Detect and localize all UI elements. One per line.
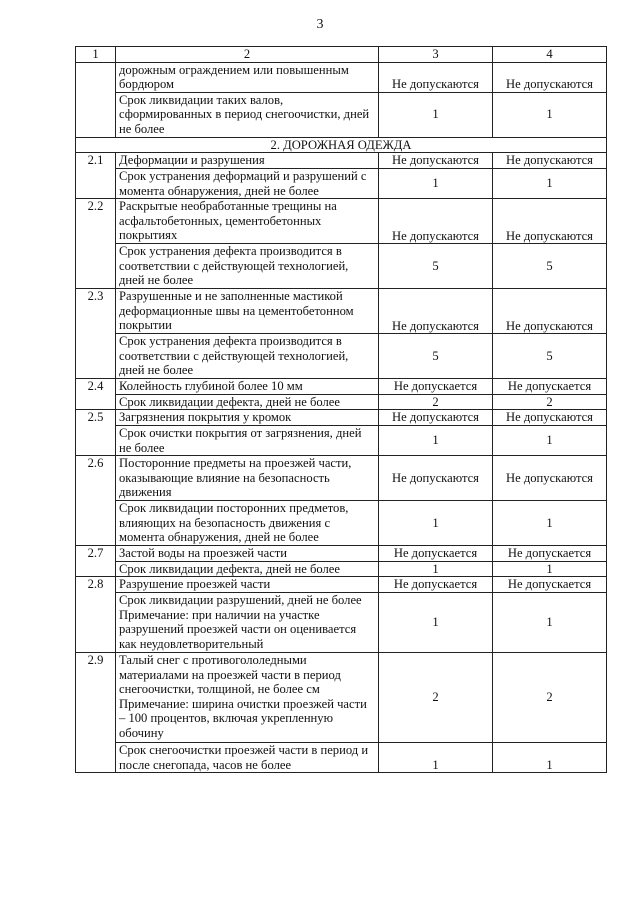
row-value-col3: 2: [379, 394, 493, 410]
row-value-col4: Не допускаются: [493, 410, 607, 426]
row-number: 2.6: [76, 456, 116, 546]
row-value-col3: Не допускается: [379, 379, 493, 395]
row-value-col4: 1: [493, 425, 607, 455]
table-row: [76, 652, 607, 742]
row-value-col3: Не допускается: [379, 546, 493, 562]
table-row: [76, 334, 607, 379]
row-value-col3: 5: [379, 334, 493, 379]
row-value-col4: Не допускаются: [493, 289, 607, 334]
header-col-2: 2: [116, 47, 379, 63]
row-value-col3: Не допускаются: [379, 199, 493, 244]
row-description: дорожным ограждением или повышенным бордюром: [116, 62, 379, 92]
row-description: Срок ликвидации дефекта, дней не более: [116, 561, 379, 577]
table-row: [76, 456, 607, 501]
row-description: Загрязнения покрытия у кромок: [116, 410, 379, 426]
row-description: Посторонние предметы на проезжей части, оказывающие влияние на безопасность движения: [116, 456, 379, 501]
row-value-col3: Не допускаются: [379, 410, 493, 426]
row-number: 2.1: [76, 153, 116, 199]
row-number: 2.7: [76, 546, 116, 577]
page-number: 3: [316, 17, 324, 32]
row-value-col3: Не допускается: [379, 577, 493, 593]
row-value-col3: 1: [379, 592, 493, 652]
row-value-col3: Не допускаются: [379, 289, 493, 334]
row-number: 2.2: [76, 199, 116, 289]
row-value-col4: Не допускаются: [493, 153, 607, 169]
row-value-col3: 1: [379, 501, 493, 546]
row-number: [76, 62, 116, 137]
row-description: Срок устранения дефекта производится в соответствии с действующей технологией, дней не более: [116, 334, 379, 379]
section-header-row: [76, 137, 607, 153]
row-number: 2.5: [76, 410, 116, 456]
row-value-col4: 1: [493, 561, 607, 577]
row-description: Срок ликвидации дефекта, дней не более: [116, 394, 379, 410]
table-row: [76, 592, 607, 652]
row-value-col4: 1: [493, 742, 607, 772]
row-description: Срок устранения деформаций и разрушений с момента обнаружения, дней не более: [116, 168, 379, 198]
table-row: [76, 546, 607, 562]
table-row: [76, 199, 607, 244]
row-value-col4: 1: [493, 92, 607, 137]
table-row: [76, 742, 607, 772]
header-col-1: 1: [76, 47, 116, 63]
row-value-col3: 1: [379, 561, 493, 577]
table-row: [76, 394, 607, 410]
table-row: [76, 92, 607, 137]
row-value-col4: Не допускаются: [493, 62, 607, 92]
table-row: [76, 289, 607, 334]
row-description: Срок ликвидации разрушений, дней не более Примечание: при наличии на участке разрушений проезжей части он оценивается как неудовлетворительный: [116, 592, 379, 652]
row-number: 2.3: [76, 289, 116, 379]
row-value-col3: 1: [379, 425, 493, 455]
header-col-4: 4: [493, 47, 607, 63]
row-value-col3: 1: [379, 168, 493, 198]
row-value-col4: 2: [493, 394, 607, 410]
row-description: Застой воды на проезжей части: [116, 546, 379, 562]
row-description: Срок очистки покрытия от загрязнения, дней не более: [116, 425, 379, 455]
row-value-col3: Не допускаются: [379, 62, 493, 92]
section-title: 2. ДОРОЖНАЯ ОДЕЖДА: [76, 137, 607, 153]
table-row: [76, 62, 607, 92]
requirements-table: [75, 46, 607, 773]
table-row: [76, 168, 607, 198]
row-number: 2.8: [76, 577, 116, 653]
table-row: [76, 153, 607, 169]
table-row: [76, 577, 607, 593]
table-row: [76, 379, 607, 395]
row-value-col4: 5: [493, 244, 607, 289]
row-number: 2.4: [76, 379, 116, 410]
row-value-col4: Не допускается: [493, 379, 607, 395]
row-value-col3: 1: [379, 92, 493, 137]
table-header-row: [76, 47, 607, 63]
header-col-3: 3: [379, 47, 493, 63]
row-value-col3: Не допускаются: [379, 153, 493, 169]
row-description: Разрушение проезжей части: [116, 577, 379, 593]
table-row: [76, 244, 607, 289]
row-value-col3: 1: [379, 742, 493, 772]
row-value-col4: 1: [493, 592, 607, 652]
row-value-col4: 1: [493, 168, 607, 198]
row-value-col4: Не допускается: [493, 577, 607, 593]
row-description: Срок устранения дефекта производится в соответствии с действующей технологией, дней не более: [116, 244, 379, 289]
table-row: [76, 425, 607, 455]
row-value-col4: Не допускается: [493, 546, 607, 562]
table-row: [76, 561, 607, 577]
row-description: Талый снег с противогололедными материалами на проезжей части в период снегоочистки, толщиной, не более см Примечание: ширина очистки проезжей части – 100 процентов, включая укрепленную обочину: [116, 652, 379, 742]
row-description: Разрушенные и не заполненные мастикой деформационные швы на цементобетонном покрытии: [116, 289, 379, 334]
table-row: [76, 410, 607, 426]
row-value-col4: 2: [493, 652, 607, 742]
row-value-col4: 5: [493, 334, 607, 379]
row-description: Срок ликвидации таких валов, сформированных в период снегоочистки, дней не более: [116, 92, 379, 137]
table-row: [76, 501, 607, 546]
row-description: Срок снегоочистки проезжей части в период и после снегопада, часов не более: [116, 742, 379, 772]
row-value-col3: Не допускаются: [379, 456, 493, 501]
row-value-col4: Не допускаются: [493, 456, 607, 501]
row-description: Срок ликвидации посторонних предметов, влияющих на безопасность движения с момента обнаружения, дней не более: [116, 501, 379, 546]
row-value-col4: Не допускаются: [493, 199, 607, 244]
row-value-col4: 1: [493, 501, 607, 546]
row-description: Раскрытые необработанные трещины на асфальтобетонных, цементобетонных покрытиях: [116, 199, 379, 244]
row-description: Деформации и разрушения: [116, 153, 379, 169]
row-value-col3: 5: [379, 244, 493, 289]
row-value-col3: 2: [379, 652, 493, 742]
row-number: 2.9: [76, 652, 116, 772]
row-description: Колейность глубиной более 10 мм: [116, 379, 379, 395]
